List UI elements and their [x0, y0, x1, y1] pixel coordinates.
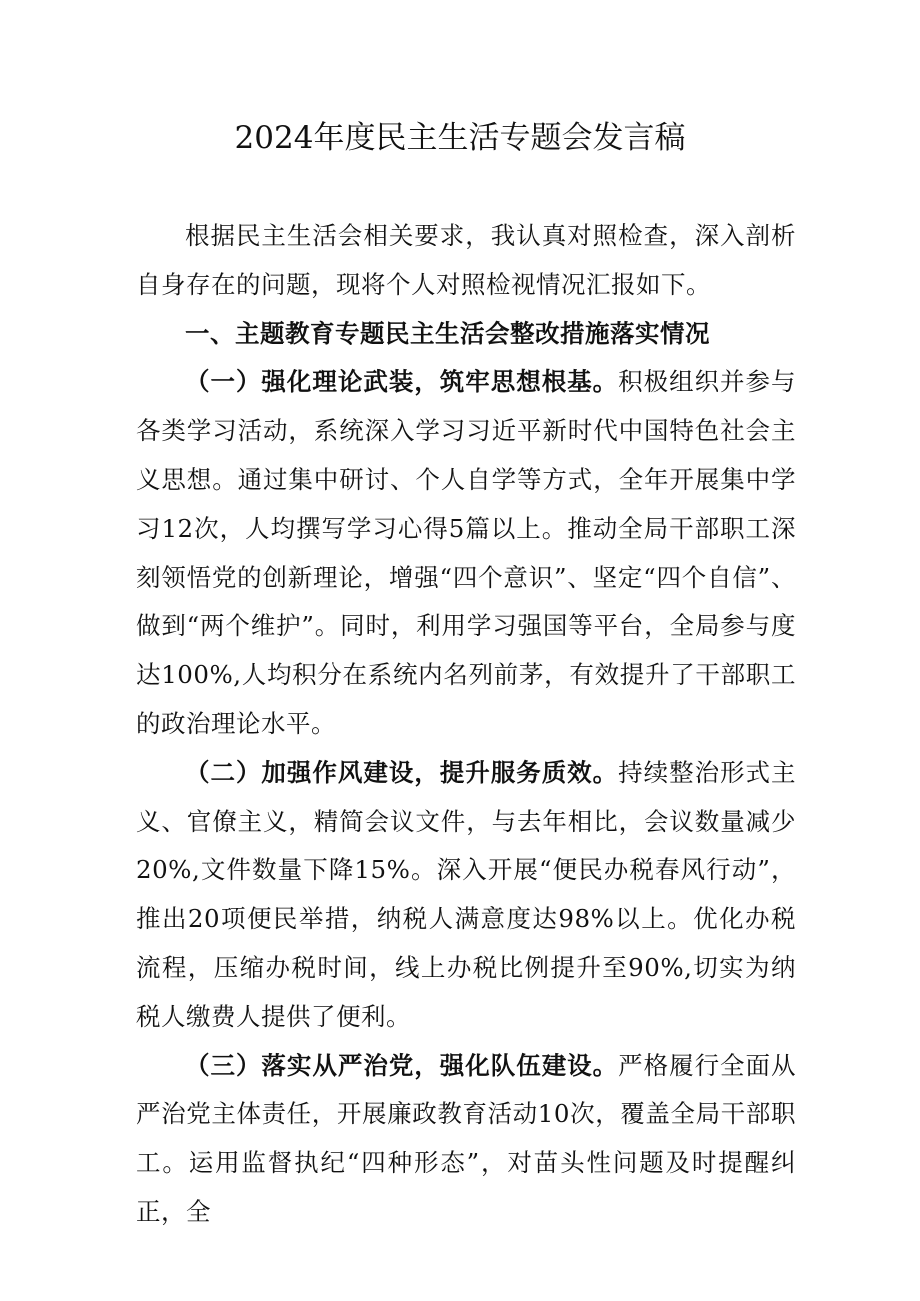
item-text-2: 持续整治形式主义、官僚主义，精简会议文件，与去年相比，会议数量减少20%,文件数量下降15%。深入开展“便民办税春风行动”，推出20项便民举措，纳税人满意度达98%以上。优化办税流程，压缩办税时间，线上办税比例提升至90%,切实为纳税人缴费人提供了便利。 — [136, 757, 797, 1031]
item-lead-3: （三）落实从严治党，强化队伍建设。 — [185, 1050, 619, 1080]
item-text-3: 严格履行全面从严治党主体责任，开展廉政教育活动10次，覆盖全局干部职工。运用监督执纪“四种形态”，对苗头性问题及时提醒纠正，全 — [136, 1050, 797, 1226]
item-text-1: 积极组织并参与各类学习活动，系统深入学习习近平新时代中国特色社会主义思想。通过集中研讨、个人自学等方式，全年开展集中学习12次，人均撰写学习心得5篇以上。推动全局干部职工深刻领悟党的创新理论，增强“四个意识”、坚定“四个自信”、做到“两个维护”。同时，利用学习强国等平台，全局参与度达100%,人均积分在系统内名列前茅，有效提升了干部职工的政治理论水平。 — [136, 367, 797, 738]
document-body — [136, 212, 796, 1237]
item-paragraph-3 — [136, 1042, 796, 1237]
item-lead-2: （二）加强作风建设，提升服务质效。 — [185, 757, 619, 787]
item-lead-1: （一）强化理论武装，筑牢思想根基。 — [185, 367, 619, 397]
item-paragraph-2 — [136, 749, 796, 1042]
intro-paragraph: 根据民主生活会相关要求，我认真对照检查，深入剖析自身存在的问题，现将个人对照检视情况汇报如下。 — [136, 221, 796, 299]
page-title: 2024年度民主生活专题会发言稿 — [234, 120, 686, 156]
item-paragraph-1 — [136, 358, 796, 748]
section-heading: 一、主题教育专题民主生活会整改措施落实情况 — [185, 318, 710, 348]
